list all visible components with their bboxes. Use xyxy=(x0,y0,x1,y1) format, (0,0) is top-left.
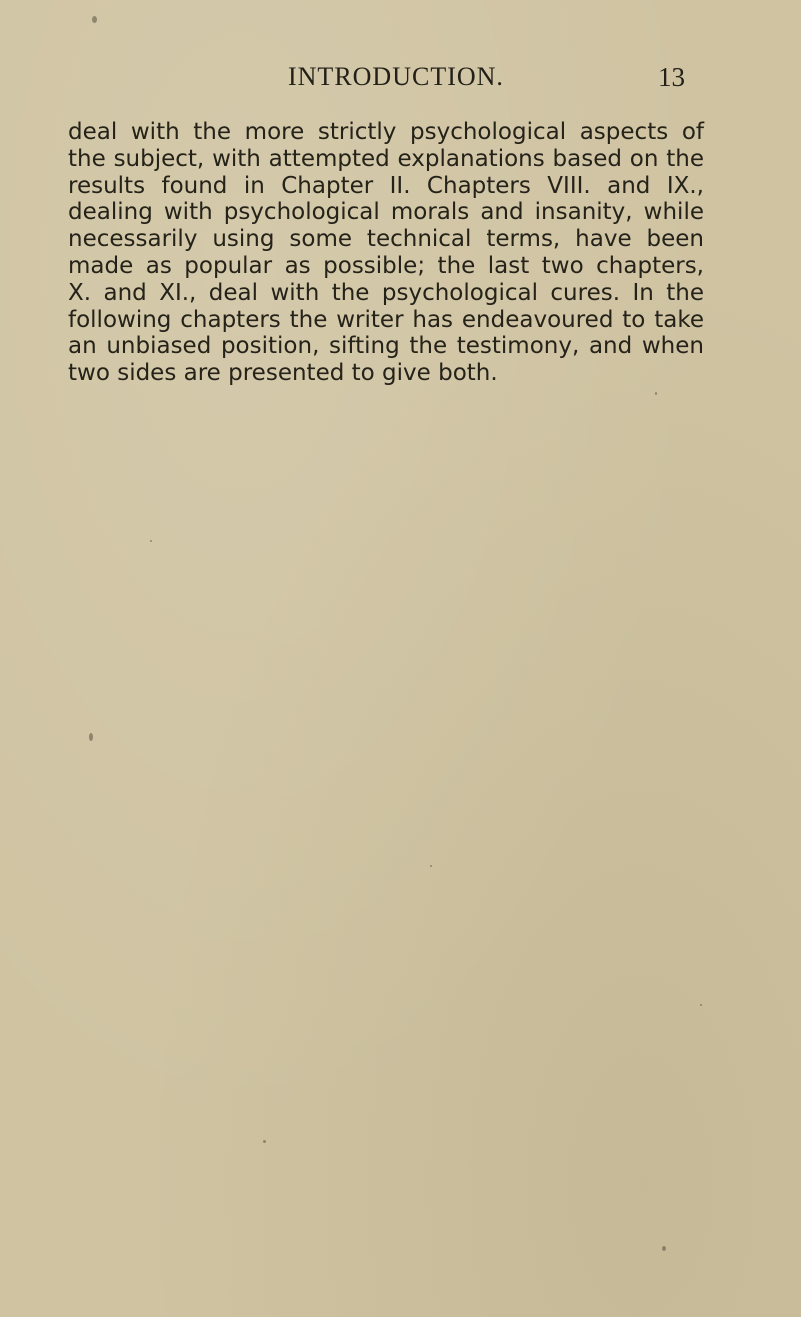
text-line: two sides are presented to give both. xyxy=(68,360,498,387)
body-paragraph xyxy=(68,119,704,387)
paper-speck xyxy=(150,540,152,542)
paper-speck xyxy=(700,1004,702,1006)
text-line: following chapters the writer has endeavoured to take xyxy=(68,306,704,333)
paper-speck xyxy=(655,392,657,395)
text-line: dealing with psychological morals and insanity, while xyxy=(68,199,704,226)
page-number: 13 xyxy=(658,62,685,92)
text-line: necessarily using some technical terms, have been xyxy=(68,226,704,253)
paper-speck xyxy=(92,16,97,23)
paper-speck xyxy=(89,733,93,741)
page-header xyxy=(0,62,801,102)
paper-speck xyxy=(662,1246,666,1251)
paper-speck xyxy=(263,1140,266,1143)
text-line: the subject, with attempted explanations based on the xyxy=(68,145,704,172)
text-line: made as popular as possible; the last two chapters, xyxy=(68,252,704,279)
running-title: INTRODUCTION. xyxy=(288,62,504,91)
text-line: X. and XI., deal with the psychological cures. In the xyxy=(68,279,704,306)
text-line: results found in Chapter II. Chapters VIII. and IX., xyxy=(68,172,704,199)
text-line: deal with the more strictly psychological aspects of xyxy=(68,119,704,145)
text-line: an unbiased position, sifting the testimony, and when xyxy=(68,333,704,360)
paper-speck xyxy=(430,865,432,867)
